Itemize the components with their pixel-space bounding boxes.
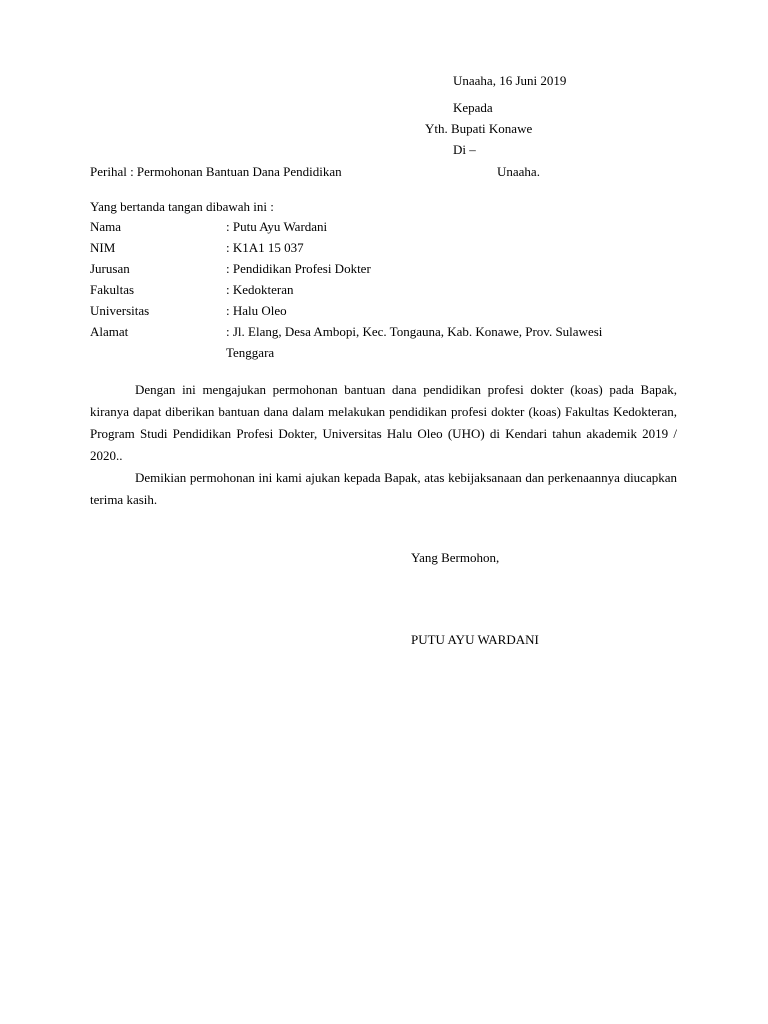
letter-intro: Yang bertanda tangan dibawah ini : bbox=[90, 199, 274, 214]
signatory-name: PUTU AYU WARDANI bbox=[411, 632, 539, 647]
identity-value: : K1A1 15 037 bbox=[226, 240, 304, 255]
identity-row-universitas bbox=[90, 300, 680, 321]
identity-label: Universitas bbox=[90, 303, 150, 318]
identity-row-nama bbox=[90, 216, 680, 237]
address-line-2: Tenggara bbox=[226, 345, 275, 360]
identity-label: Jurusan bbox=[90, 261, 130, 276]
identity-row-nim bbox=[90, 237, 680, 258]
identity-value: : Halu Oleo bbox=[226, 303, 287, 318]
identity-table bbox=[90, 216, 680, 363]
letter-subject: Perihal : Permohonan Bantuan Dana Pendidikan bbox=[90, 164, 342, 179]
identity-value: : Pendidikan Profesi Dokter bbox=[226, 261, 371, 276]
identity-row-alamat bbox=[90, 321, 680, 363]
identity-row-fakultas bbox=[90, 279, 680, 300]
identity-label: Alamat bbox=[90, 324, 129, 339]
identity-value-address bbox=[226, 321, 680, 363]
recipient-name: Yth. Bupati Konawe bbox=[425, 121, 533, 136]
recipient-di: Di – bbox=[453, 142, 476, 157]
letter-body bbox=[90, 379, 677, 511]
identity-label: NIM bbox=[90, 240, 116, 255]
closing-greeting: Yang Bermohon, bbox=[411, 550, 500, 565]
address-line-1: : Jl. Elang, Desa Ambopi, Kec. Tongauna, Kab. Konawe, Prov. Sulawesi bbox=[226, 324, 603, 339]
identity-value: : Kedokteran bbox=[226, 282, 294, 297]
letter-date: Unaaha, 16 Juni 2019 bbox=[453, 73, 567, 88]
body-paragraph: Dengan ini mengajukan permohonan bantuan dana pendidikan profesi dokter (koas) pada Bapak, kiranya dapat diberikan bantuan dana dalam melakukan pendidikan profesi dokter (koas) Fakultas Kedokteran, Program Studi Pendidikan Profesi Dokter, Universitas Halu Oleo (UHO) di Kendari tahun akademik 2019 / 2020.. bbox=[90, 382, 677, 463]
identity-value: : Putu Ayu Wardani bbox=[226, 219, 328, 234]
identity-row-jurusan bbox=[90, 258, 680, 279]
body-paragraph: Demikian permohonan ini kami ajukan kepada Bapak, atas kebijaksanaan dan perkenaannya diucapkan terima kasih. bbox=[90, 470, 677, 507]
identity-label: Nama bbox=[90, 219, 122, 234]
identity-label: Fakultas bbox=[90, 282, 135, 297]
recipient-city: Unaaha. bbox=[497, 164, 540, 179]
recipient-kepada: Kepada bbox=[453, 100, 493, 115]
